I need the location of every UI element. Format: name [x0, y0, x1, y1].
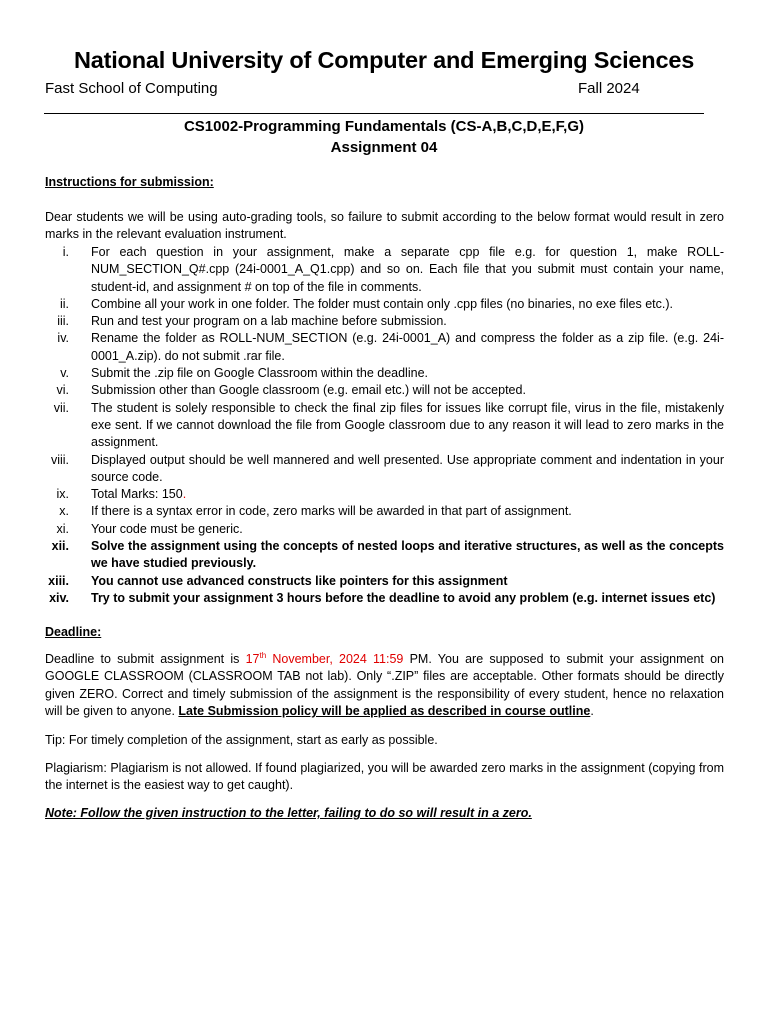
- list-item-number: xii.: [51, 539, 69, 554]
- list-item: [45, 313, 724, 330]
- list-item-text: For each question in your assignment, make a separate cpp file e.g. for question 1, make ROLL-NUM_SECTION_Q#.cpp (24i-0001_A_Q1.cpp) and so on. Each file that you submit must contain your name, student-id, and assignment # on top of the file in comments.: [91, 245, 724, 294]
- instructions-heading: Instructions for submission:: [45, 175, 214, 189]
- list-item-number: vii.: [53, 400, 69, 415]
- list-item-suffix: .: [182, 487, 187, 502]
- list-item-text: The student is solely responsible to check the final zip files for issues like corrupt file, virus in the file, mistakenly exe sent. If we cannot download the file from Google classroom due to any reason it will lead to zero marks in the assignment.: [91, 400, 724, 450]
- list-item: [45, 452, 724, 487]
- list-item-number: iv.: [57, 331, 69, 346]
- term-label: Fall 2024: [578, 80, 640, 97]
- deadline-paragraph: [45, 651, 724, 720]
- deadline-date-rest: November, 2024 11:59: [266, 652, 404, 666]
- deadline-end: .: [590, 703, 594, 718]
- deadline-heading: Deadline:: [45, 625, 102, 639]
- list-item-number: xiv.: [49, 590, 69, 605]
- list-item: [45, 244, 724, 296]
- list-item: [45, 400, 724, 452]
- instructions-intro: Dear students we will be using auto-grading tools, so failure to submit according to the below format would result in zero marks in the relevant evaluation instrument.: [45, 210, 724, 242]
- list-item-number: vi.: [56, 383, 69, 398]
- deadline-day: 17: [245, 652, 260, 666]
- instructions-list: [45, 244, 724, 607]
- list-item-number: ix.: [56, 487, 69, 502]
- deadline-text-before: Deadline to submit assignment is: [45, 652, 246, 666]
- course-title: CS1002-Programming Fundamentals (CS-A,B,C,D,E,F,G): [183, 118, 585, 135]
- list-item: [45, 503, 724, 520]
- list-item: [45, 590, 724, 607]
- tip-paragraph: Tip: For timely completion of the assignment, start as early as possible.: [45, 733, 438, 747]
- deadline-date: [246, 652, 404, 666]
- list-item: [45, 521, 724, 538]
- list-item: [45, 538, 724, 573]
- list-item-text: If there is a syntax error in code, zero marks will be awarded in that part of assignment.: [91, 504, 572, 519]
- school-name: Fast School of Computing: [45, 80, 218, 97]
- list-item: [45, 296, 724, 313]
- list-item-text: Your code must be generic.: [91, 521, 243, 536]
- list-item: [45, 365, 724, 382]
- list-item-text: Try to submit your assignment 3 hours before the deadline to avoid any problem (e.g. internet issues etc): [91, 590, 716, 605]
- university-title: National University of Computer and Emerging Sciences: [73, 47, 695, 73]
- plagiarism-paragraph: Plagiarism: Plagiarism is not allowed. If found plagiarized, you will be awarded zero marks in the assignment (copying from the internet is the easiest way to get caught).: [45, 761, 724, 793]
- list-item-number: x.: [59, 504, 69, 519]
- list-item-text: Rename the folder as ROLL-NUM_SECTION (e.g. 24i-0001_A) and compress the folder as a zip file. (e.g. 24i-0001_A.zip). do not submit .rar file.: [91, 331, 724, 363]
- deadline-day-suffix: th: [259, 650, 267, 660]
- list-item-number: viii.: [50, 452, 69, 467]
- deadline-text-after: PM. You are supposed to submit your assignment on GOOGLE CLASSROOM (CLASSROOM TAB not lab). Only “.ZIP” files are acceptable. Other formats should be directly given ZERO. Correct and timely submission of the assignment is the responsibility of every student, hence no relaxation will be given to anyone.: [45, 652, 725, 718]
- list-item-text: Submit the .zip file on Google Classroom within the deadline.: [91, 366, 428, 381]
- list-item-number: iii.: [57, 314, 69, 329]
- list-item: [45, 573, 724, 590]
- note-paragraph: Note: Follow the given instruction to the letter, failing to do so will result in a zero.: [45, 806, 532, 820]
- list-item: [45, 330, 724, 365]
- list-item: [45, 486, 724, 503]
- assignment-title: Assignment 04: [330, 139, 438, 156]
- header-divider: [44, 113, 704, 114]
- late-policy: Late Submission policy will be applied as described in course outline: [178, 703, 591, 718]
- list-item-text: Total Marks: 150: [91, 487, 183, 502]
- list-item-text: You cannot use advanced constructs like pointers for this assignment: [91, 573, 508, 588]
- list-item-text: Submission other than Google classroom (e.g. email etc.) will not be accepted.: [91, 383, 526, 398]
- list-item-text: Run and test your program on a lab machine before submission.: [91, 314, 447, 329]
- list-item-number: xi.: [56, 521, 69, 536]
- list-item-number: i.: [62, 245, 69, 259]
- list-item-text: Displayed output should be well mannered and well presented. Use appropriate comment and indentation in your source code.: [91, 452, 724, 484]
- list-item: [45, 382, 724, 399]
- list-item-number: v.: [60, 366, 69, 381]
- list-item-number: xiii.: [48, 573, 69, 588]
- list-item-text: Combine all your work in one folder. The folder must contain only .cpp files (no binaries, no exe files etc.).: [91, 296, 674, 311]
- list-item-text: Solve the assignment using the concepts of nested loops and iterative structures, as well as the concepts we have studied previously.: [91, 539, 724, 571]
- list-item-number: ii.: [59, 296, 69, 311]
